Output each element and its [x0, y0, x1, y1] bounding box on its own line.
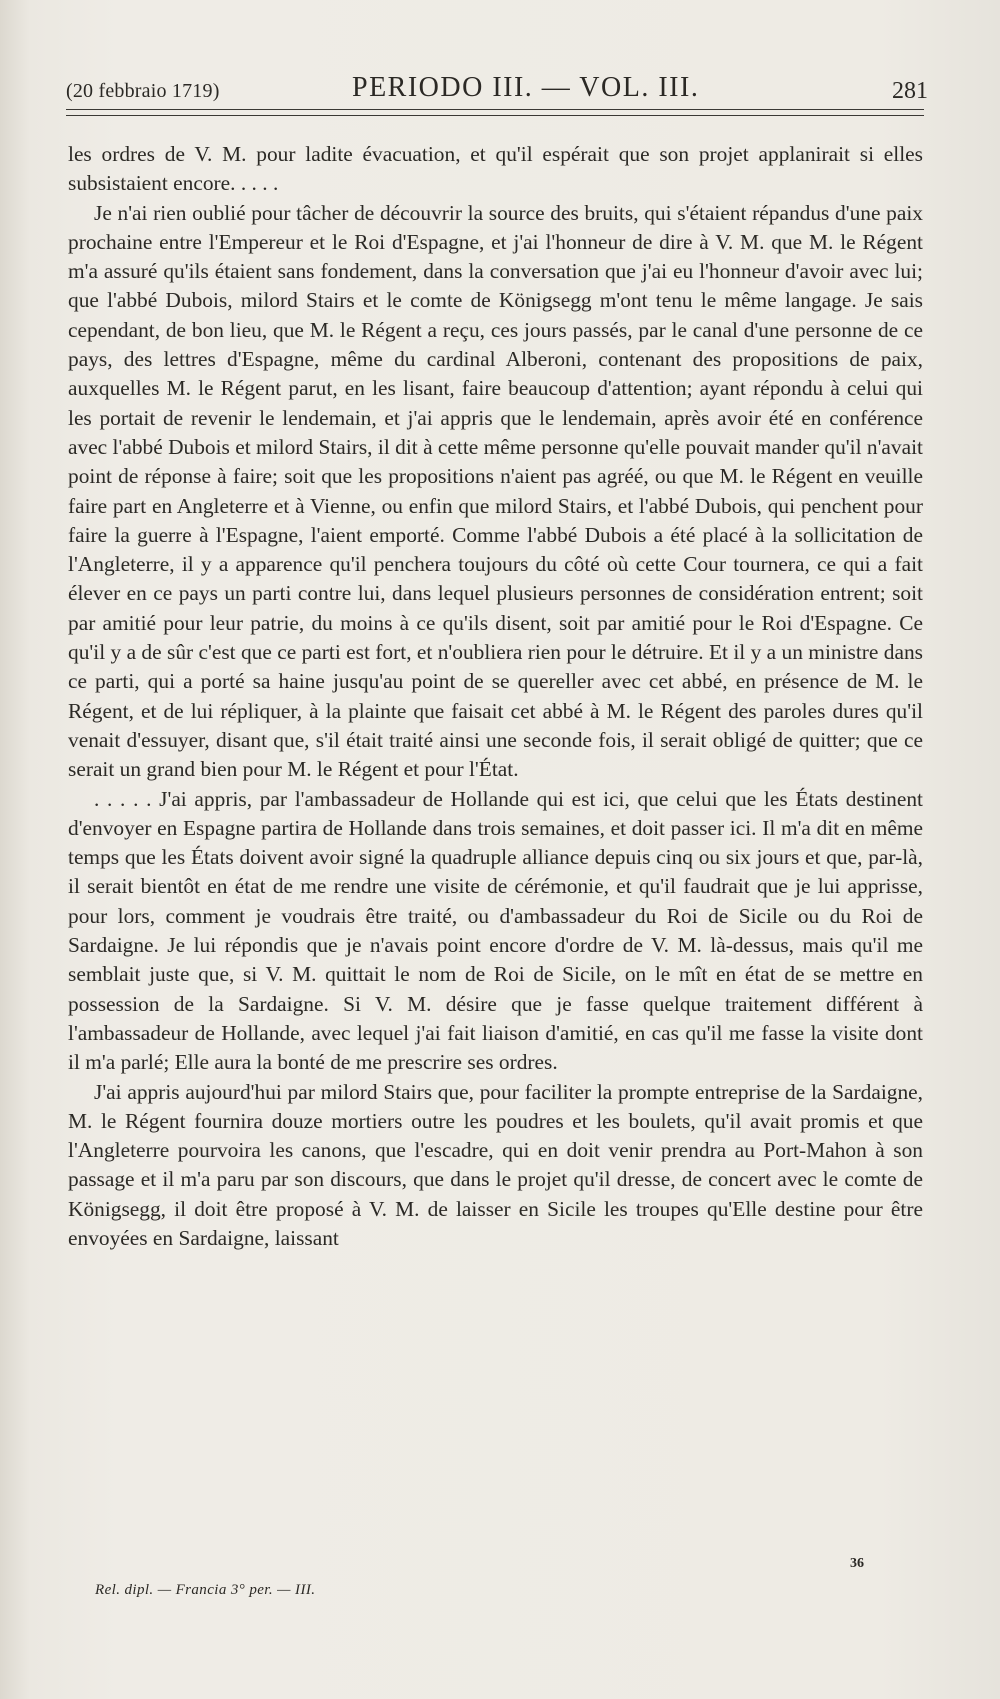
page-number: 281: [892, 78, 928, 104]
paragraph-holland-ambassador: . . . . . J'ai appris, par l'ambassadeur de Hollande qui est ici, que celui que les États destinent d'envoyer en Espagne partira de Hollande dans trois semaines, et doit passer ici. Il m'a dit en même temps que les États doivent avoir signé la quadruple alliance depuis cinq ou six jours et que, par-là, il serait bientôt en état de me rendre une visite de cérémonie, et qu'il faudrait que je lui apprisse, pour lors, comment je voudrais être traité, ou d'ambassadeur du Roi de Sicile ou du Roi de Sardaigne. Je lui répondis que je n'avais point encore d'ordre de V. M. là-dessus, mais qu'il me semblait juste que, si V. M. quittait le nom de Roi de Sicile, on le mît en état de se mettre en possession de la Sardaigne. Si V. M. désire que je fasse quelque traitement différent à l'ambassadeur de Hollande, avec lequel j'ai fait liaison d'amitié, en cas qu'il me fasse la visite dont il m'a parlé; Elle aura la bonté de me prescrire ses ordres.: [68, 786, 923, 1075]
signature-mark: 36: [850, 1556, 864, 1571]
body-text: [68, 140, 923, 1253]
header-title: PERIODO III. — VOL. III.: [352, 72, 700, 103]
paragraph-continuation: les ordres de V. M. pour ladite évacuation, et qu'il espérait que son projet applanirait si elles subsistaient encore. . . . .: [68, 142, 923, 196]
running-header: [66, 72, 928, 112]
header-rule-bottom: [66, 115, 924, 116]
footer-citation: Rel. dipl. — Francia 3° per. — III.: [95, 1582, 316, 1598]
paragraph-sardinia: J'ai appris aujourd'hui par milord Stairs que, pour faciliter la prompte entreprise de la Sardaigne, M. le Régent fournira douze mortiers outre les poudres et les boulets, qu'il avait promis et que l'Angleterre pourvoira les canons, que l'escadre, qui en doit venir prendra au Port-Mahon à son passage et il m'a paru par son discours, que dans le projet qu'il dresse, de concert avec le comte de Königsegg, il doit être proposé à V. M. de laisser en Sicile les troupes qu'Elle destine pour être envoyées en Sardaigne, laissant: [68, 1079, 923, 1250]
header-rule-top: [66, 109, 924, 110]
header-date: (20 febbraio 1719): [66, 80, 220, 102]
paragraph-rumors: Je n'ai rien oublié pour tâcher de découvrir la source des bruits, qui s'étaient répandus d'une paix prochaine entre l'Empereur et le Roi d'Espagne, et j'ai l'honneur de dire à V. M. que M. le Régent m'a assuré qu'ils étaient sans fondement, dans la conversation que j'ai eu l'honneur d'avoir avec lui; que l'abbé Dubois, milord Stairs et le comte de Königsegg m'ont tenu le même langage. Je sais cependant, de bon lieu, que M. le Régent a reçu, ces jours passés, par le canal d'une personne de ce pays, des lettres d'Espagne, même du cardinal Alberoni, contenant des propositions de paix, auxquelles M. le Régent parut, en les lisant, faire beaucoup d'attention; ayant répondu à celui qui les portait de revenir le lendemain, et j'ai appris que le lendemain, après avoir été en conférence avec l'abbé Dubois et milord Stairs, il dit à cette même personne qu'elle pouvait mander qu'il n'avait point de réponse à faire; soit que les propositions n'aient pas agréé, ou que M. le Régent en veuille faire part en Angleterre et à Vienne, ou enfin que milord Stairs, et l'abbé Dubois, qui penchent pour faire la guerre à l'Espagne, l'aient emporté. Comme l'abbé Dubois a été placé à la sollicitation de l'Angleterre, il y a apparence qu'il penchera toujours du côté où cette Cour tournera, ce qui a fait élever en ce pays un parti contre lui, dans lequel plusieurs personnes de considération entrent; soit par amitié pour leur patrie, du moins à ce qu'ils disent, soit par amitié pour le Roi d'Espagne. Ce qu'il y a de sûr c'est que ce parti est fort, et n'oubliera rien pour le détruire. Et il y a un ministre dans ce parti, qui a porté sa haine jusqu'au point de se quereller avec cet abbé, en présence de M. le Régent, et de lui répliquer, à la plainte que faisait cet abbé à M. le Régent des paroles dures qu'il venait d'essuyer, disant que, s'il était traité ainsi une seconde fois, il serait obligé de quitter; que ce serait un grand bien pour M. le Régent et pour l'État.: [68, 200, 923, 782]
